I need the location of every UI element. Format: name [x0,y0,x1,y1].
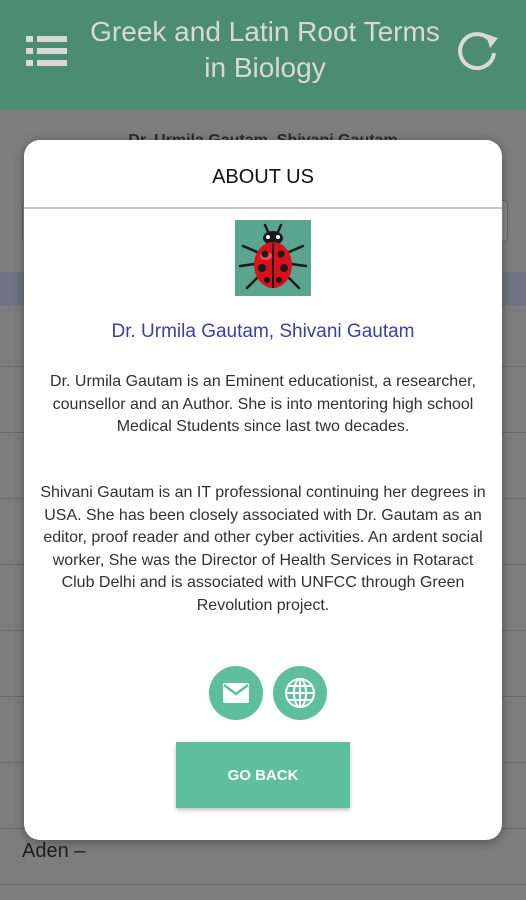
ladybug-icon [235,220,311,296]
dialog-title: ABOUT US [212,166,314,188]
app-bar [0,0,526,110]
background-list-item: Aden – [22,840,86,862]
background-divider [0,884,526,885]
globe-icon [273,666,327,720]
go-back-button[interactable]: GO BACK [176,742,350,808]
dialog-divider [24,207,502,209]
authors-name: Dr. Urmila Gautam, Shivani Gautam [111,321,415,342]
app-title: Greek and Latin Root Terms in Biology [90,16,440,83]
about-paragraph-2: Shivani Gautam is an IT professional continuing her degrees in USA. She has been closely associated with Dr. Gautam as an editor, proof reader and other cyber activities. An ardent social worker, She was the Director of Health Services in Rotaract Club Delhi and is associated with UNFCC through Green Revolution project. [40,484,486,614]
website-button[interactable] [273,666,327,720]
about-us-dialog [24,140,502,840]
menu-list-icon[interactable] [26,34,72,68]
refresh-icon[interactable] [452,26,502,76]
about-paragraph-1: Dr. Urmila Gautam is an Eminent educationist, a researcher, counsellor and an Author. She is into mentoring high school Medical Students since last two decades. [50,373,476,435]
email-button[interactable] [209,666,263,720]
email-icon [209,666,263,720]
